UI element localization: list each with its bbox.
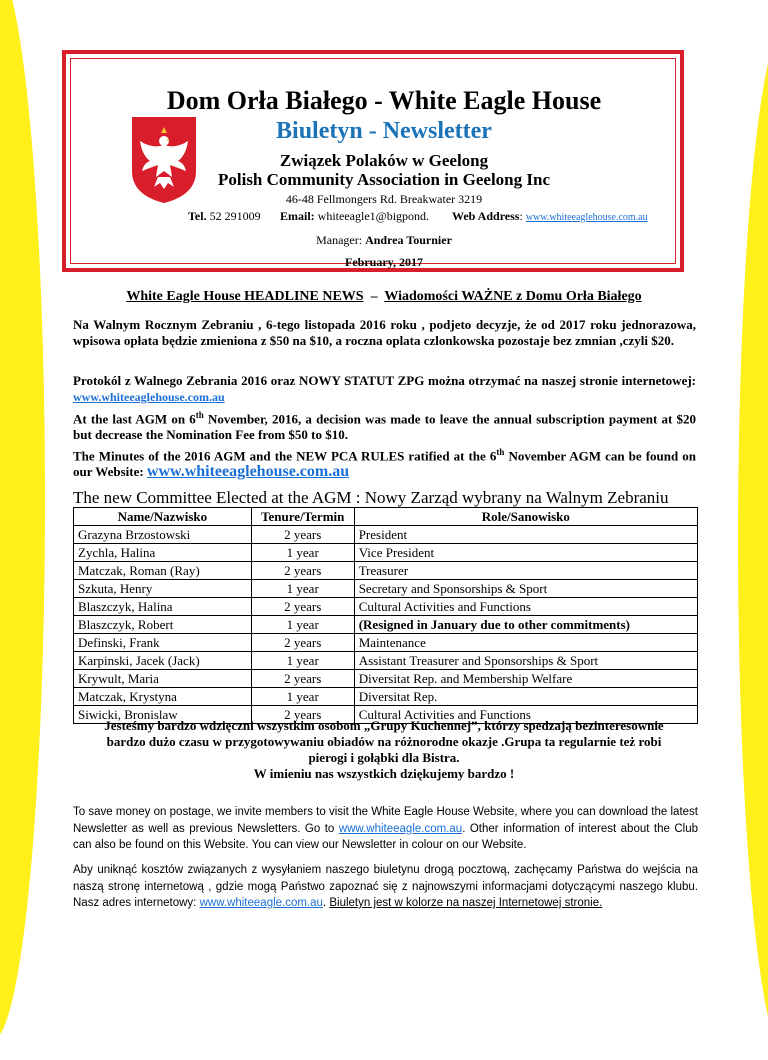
footer-polish-link[interactable]: www.whiteeagle.com.au: [199, 897, 323, 909]
member-tenure: 2 years: [251, 634, 354, 652]
web-label: Web Address: [452, 209, 520, 223]
manager-label: Manager:: [316, 233, 363, 247]
minutes-text-sup: th: [496, 447, 505, 457]
member-role: Maintenance: [354, 634, 697, 652]
footer-english-text-a: To save money on postage, we invite members to visit the White Eagle House Website, where you can download the latest Newsletter as well as previous Newsletters. Go to: [73, 806, 698, 835]
phone: [188, 209, 261, 224]
table-row: [74, 670, 698, 688]
member-role: Cultural Activities and Functions: [354, 706, 697, 724]
headline-dash: –: [370, 289, 378, 304]
footer-polish-text-b: Biuletyn jest w kolorze na naszej Internetowej stronie.: [329, 897, 603, 909]
member-role: Vice President: [354, 544, 697, 562]
footer-polish-text-a: Aby uniknąć kosztów związanych z wysyłaniem naszego biuletynu drogą pocztową, zachęcamy Państwa do wejścia na naszą stronę internetową , gdzie mogą Państwo zapoznać się z najnowszymi informacjami dotyczącymi naszego klubu. Nasz adres internetowy:: [73, 864, 698, 909]
table-row: [74, 598, 698, 616]
member-tenure: 1 year: [251, 652, 354, 670]
footer-english-link[interactable]: www.whiteeagle.com.au: [338, 822, 463, 835]
committee-table-body: [74, 526, 698, 724]
association-name-english: Polish Community Association in Geelong Inc: [217, 170, 550, 189]
member-name: Siwicki, Bronislaw: [74, 706, 252, 724]
phone-number: 52 291009: [209, 209, 261, 223]
column-header-tenure: Tenure/Termin: [251, 508, 354, 526]
news-paragraph-english-minutes: [73, 444, 696, 480]
web-address: Web Address: www.whiteeaglehouse.com.au: [452, 209, 648, 223]
member-tenure: 1 year: [251, 616, 354, 634]
fee-text-sup: th: [195, 410, 204, 420]
member-tenure: 1 year: [251, 580, 354, 598]
news-paragraph-polish-fee: Na Walnym Rocznym Zebraniu , 6-tego listopada 2016 roku , podjeto decyzje, że od 2017 roku jednorazowa, wpisowa opłata będzie zmieniona z $50 na $10, a roczna oplata czlonkowska pozostaje bez zmnian ,czyli $20.: [73, 317, 696, 348]
committee-title: The new Committee Elected at the AGM : Nowy Zarząd wybrany na Walnym Zebraniu: [73, 488, 669, 507]
member-name: Blaszczyk, Halina: [74, 598, 252, 616]
footer-english: [73, 804, 698, 854]
member-tenure: 1 year: [251, 688, 354, 706]
manager: [0, 233, 768, 248]
email: [280, 209, 429, 224]
member-name: Definski, Frank: [74, 634, 252, 652]
member-role: President: [354, 526, 697, 544]
page-title: Dom Orła Białego - White Eagle House: [166, 86, 602, 115]
web-link[interactable]: www.whiteeaglehouse.com.au: [525, 212, 648, 223]
member-tenure: 2 years: [251, 526, 354, 544]
thanks-message: [60, 718, 708, 782]
member-tenure: 2 years: [251, 670, 354, 688]
committee-table: [73, 507, 698, 724]
table-row: [74, 526, 698, 544]
newsletter-title: Biuletyn - Newsletter: [276, 118, 492, 144]
member-role: Secretary and Sponsorships & Sport: [354, 580, 697, 598]
member-name: Blaszczyk, Robert: [74, 616, 252, 634]
email-label: Email:: [280, 209, 315, 223]
minutes-text-b: November AGM can be found on our Website:: [73, 448, 697, 480]
headline-polish: Wiadomości WAŻNE z Domu Orła Białego: [384, 289, 642, 304]
table-row: [74, 652, 698, 670]
table-row: [74, 562, 698, 580]
manager-name: Andrea Tournier: [365, 233, 452, 247]
member-name: Grazyna Brzostowski: [74, 526, 252, 544]
website-link-large[interactable]: www.whiteeaglehouse.com.au: [146, 463, 350, 481]
member-name: Matczak, Krystyna: [74, 688, 252, 706]
thanks-line: bardzo dużo czasu w przygotowywaniu obiadów na różnorodne okazje .Grupa ta regularnie też robi: [106, 734, 662, 749]
thanks-line: pierogi i gołąbki dla Bistra.: [308, 750, 460, 765]
headline-news: [0, 289, 768, 305]
member-role: Assistant Treasurer and Sponsorships & Sport: [354, 652, 697, 670]
news-paragraph-english-fee: [73, 407, 696, 443]
table-row: [74, 580, 698, 598]
member-name: Karpinski, Jacek (Jack): [74, 652, 252, 670]
column-header-name: Name/Nazwisko: [74, 508, 252, 526]
table-row: [74, 688, 698, 706]
email-address: whiteeagle1@bigpond.: [317, 209, 430, 223]
table-row: [74, 634, 698, 652]
table-row: [74, 616, 698, 634]
member-name: Krywult, Maria: [74, 670, 252, 688]
footer-polish: Aby uniknąć kosztów związanych z wysyłaniem naszego biuletynu drogą pocztową, zachęcamy Państwa do wejścia na naszą stronę internetową , gdzie mogą Państwo zapoznać się z najnowszymi informacjami dotyczącymi naszego klubu. Nasz adres internetowy: www.whiteeagle.com.au. Biuletyn jest w kolorze na naszej Internetowej stronie.: [73, 864, 698, 909]
association-name-polish: Związek Polaków w Geelong: [279, 151, 489, 170]
member-name: Zychla, Halina: [74, 544, 252, 562]
member-name: Matczak, Roman (Ray): [74, 562, 252, 580]
member-tenure: 1 year: [251, 544, 354, 562]
issue-date: February, 2017: [345, 255, 423, 269]
minutes-text-polish: Protokól z Walnego Zebrania 2016 oraz NOWY STATUT ZPG można otrzymać na naszej stronie internetowej:: [73, 373, 696, 388]
address: 46-48 Fellmongers Rd. Breakwater 3219: [285, 192, 483, 206]
headline-english: White Eagle House HEADLINE NEWS: [126, 289, 364, 304]
fee-text-a: At the last AGM on 6: [73, 411, 196, 427]
member-role: Treasurer: [354, 562, 697, 580]
thanks-line: Jesteśmy bardzo wdzięczni wszystkim osobom „Grupy Kuchennej”, którzy spedzają bezinteresownie: [104, 718, 664, 733]
news-paragraph-polish-minutes: [73, 373, 696, 405]
member-tenure: 2 years: [251, 562, 354, 580]
member-tenure: 2 years: [251, 706, 354, 724]
member-tenure: 2 years: [251, 598, 354, 616]
table-header-row: [74, 508, 698, 526]
website-link[interactable]: www.whiteeaglehouse.com.au: [73, 390, 225, 404]
column-header-role: Role/Sanowisko: [354, 508, 697, 526]
member-name: Szkuta, Henry: [74, 580, 252, 598]
member-role: (Resigned in January due to other commitments): [354, 616, 697, 634]
member-role: Cultural Activities and Functions: [354, 598, 697, 616]
member-role: Diversitat Rep. and Membership Welfare: [354, 670, 697, 688]
phone-label: Tel.: [188, 209, 207, 223]
thanks-line: W imieniu nas wszystkich dziękujemy bardzo !: [253, 766, 515, 781]
minutes-text-a: The Minutes of the 2016 AGM and the NEW PCA RULES ratified at the 6: [73, 448, 497, 464]
table-row: [74, 544, 698, 562]
member-role: Diversitat Rep.: [354, 688, 697, 706]
footer-english-text-b: . Other information of interest about the Club can also be found on this Website. You can view our Newsletter in colour on our Website.: [73, 822, 698, 851]
fee-text-b: November, 2016, a decision was made to leave the annual subscription payment at $20 but decrease the Nomination Fee from $50 to $10.: [73, 411, 696, 443]
